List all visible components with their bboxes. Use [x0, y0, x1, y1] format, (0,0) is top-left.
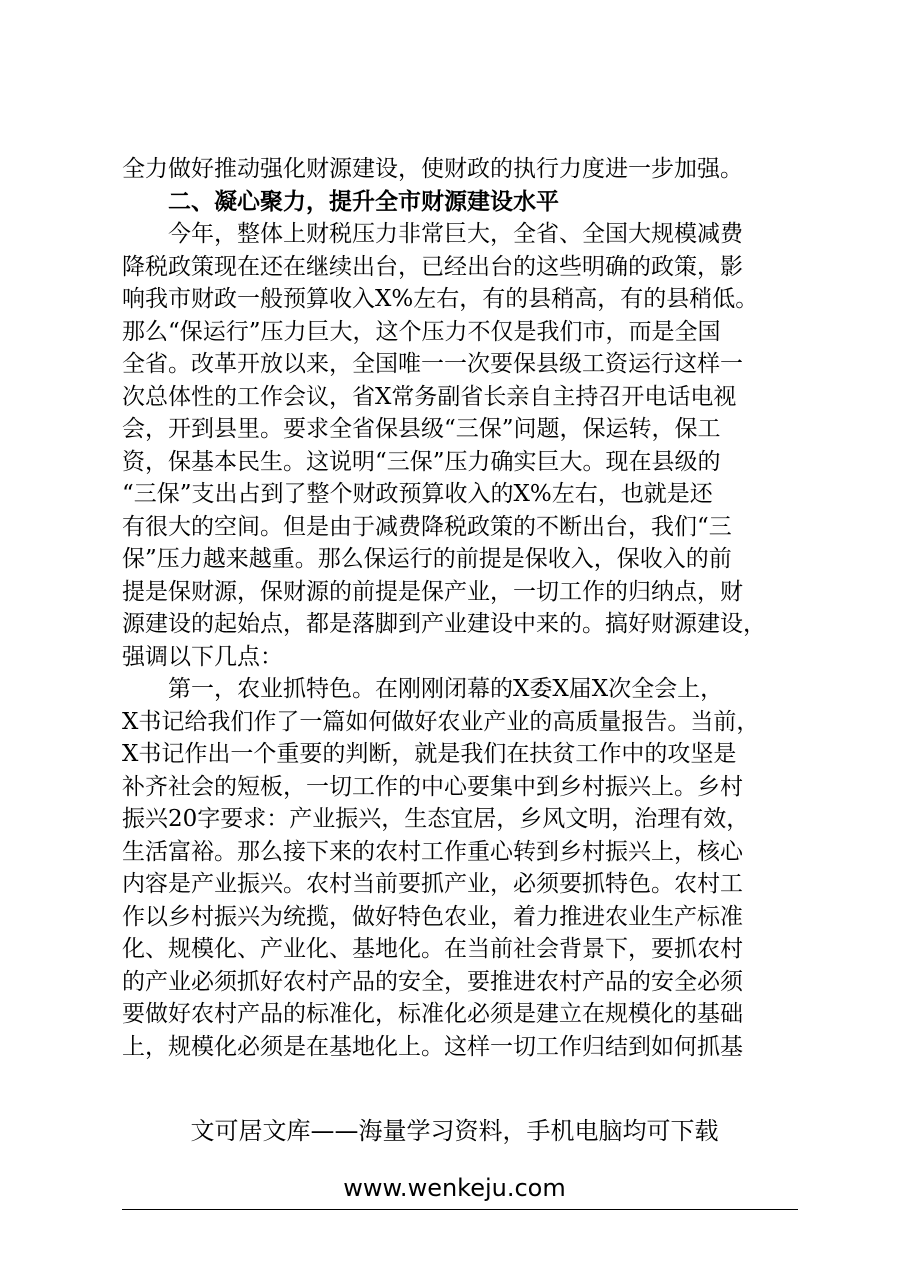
text-line: 化、规模化、产业化、基地化。在当前社会背景下，要抓农村	[122, 936, 743, 962]
footer-title: 文可居文库——海量学习资料，手机电脑均可下载	[190, 1117, 719, 1145]
text-line: 的产业必须抓好农村产品的安全，要推进农村产品的安全必须	[122, 968, 743, 995]
text-line: X书记作出一个重要的判断，就是我们在扶贫工作中的攻坚是	[122, 741, 737, 767]
text-line: 作以乡村振兴为统揽，做好特色农业，着力推进农业生产标准	[122, 903, 743, 930]
text-line: 全省。改革开放以来，全国唯一一次要保县级工资运行这样一	[122, 351, 743, 377]
text-line: 源建设的起始点，都是落脚到产业建设中来的。搞好财源建设，	[122, 611, 766, 637]
text-line: 会，开到县里。要求全省保县级“三保”问题，保运转，保工	[122, 416, 721, 442]
text-line: 那么“保运行”压力巨大，这个压力不仅是我们市，而是全国	[122, 318, 721, 345]
text-line: 提是保财源，保财源的前提是保产业，一切工作的归纳点，财	[122, 578, 743, 605]
text-line: 振兴20字要求：产业振兴，生态宜居，乡风文明，治理有效，	[122, 806, 750, 832]
paragraph-first-line: 第一，农业抓特色。在刚刚闭幕的X委X届X次全会上，	[168, 676, 724, 702]
paragraph-first-line: 今年，整体上财税压力非常巨大，全省、全国大规模减费	[168, 221, 743, 247]
text-line: 保”压力越来越重。那么保运行的前提是保收入，保收入的前	[122, 546, 732, 572]
document-body	[122, 153, 806, 1063]
text-line: 上，规模化必须是在基地化上。这样一切工作归结到如何抓基	[122, 1033, 743, 1060]
text-line: X书记给我们作了一篇如何做好农业产业的高质量报告。当前，	[122, 708, 760, 735]
text-line: 资，保基本民生。这说明“三保”压力确实巨大。现在县级的	[122, 448, 721, 475]
footer-divider	[122, 1209, 798, 1210]
text-line: 有很大的空间。但是由于减费降税政策的不断出台，我们“三	[122, 513, 732, 540]
text-line: 全力做好推动强化财源建设，使财政的执行力度进一步加强。	[122, 156, 743, 182]
text-line: 生活富裕。那么接下来的农村工作重心转到乡村振兴上，核心	[122, 838, 743, 865]
text-line: 内容是产业振兴。农村当前要抓产业，必须要抓特色。农村工	[122, 871, 743, 897]
text-line: 降税政策现在还在继续出台，已经出台的这些明确的政策，影	[122, 253, 743, 280]
text-line: 补齐社会的短板，一切工作的中心要集中到乡村振兴上。乡村	[122, 773, 743, 800]
text-line: 响我市财政一般预算收入X%左右，有的县稍高，有的县稍低。	[122, 286, 759, 312]
text-line: 要做好农村产品的标准化，标准化必须是建立在规模化的基础	[122, 1001, 743, 1027]
text-line: 强调以下几点：	[122, 643, 283, 670]
text-line: “三保”支出占到了整个财政预算收入的X%左右，也就是还	[122, 481, 713, 507]
section-heading: 二、凝心聚力，提升全市财源建设水平	[168, 188, 559, 215]
footer-link[interactable]: www.wenkeju.com	[343, 1174, 566, 1202]
text-line: 次总体性的工作会议，省X常务副省长亲自主持召开电话电视	[122, 383, 737, 410]
